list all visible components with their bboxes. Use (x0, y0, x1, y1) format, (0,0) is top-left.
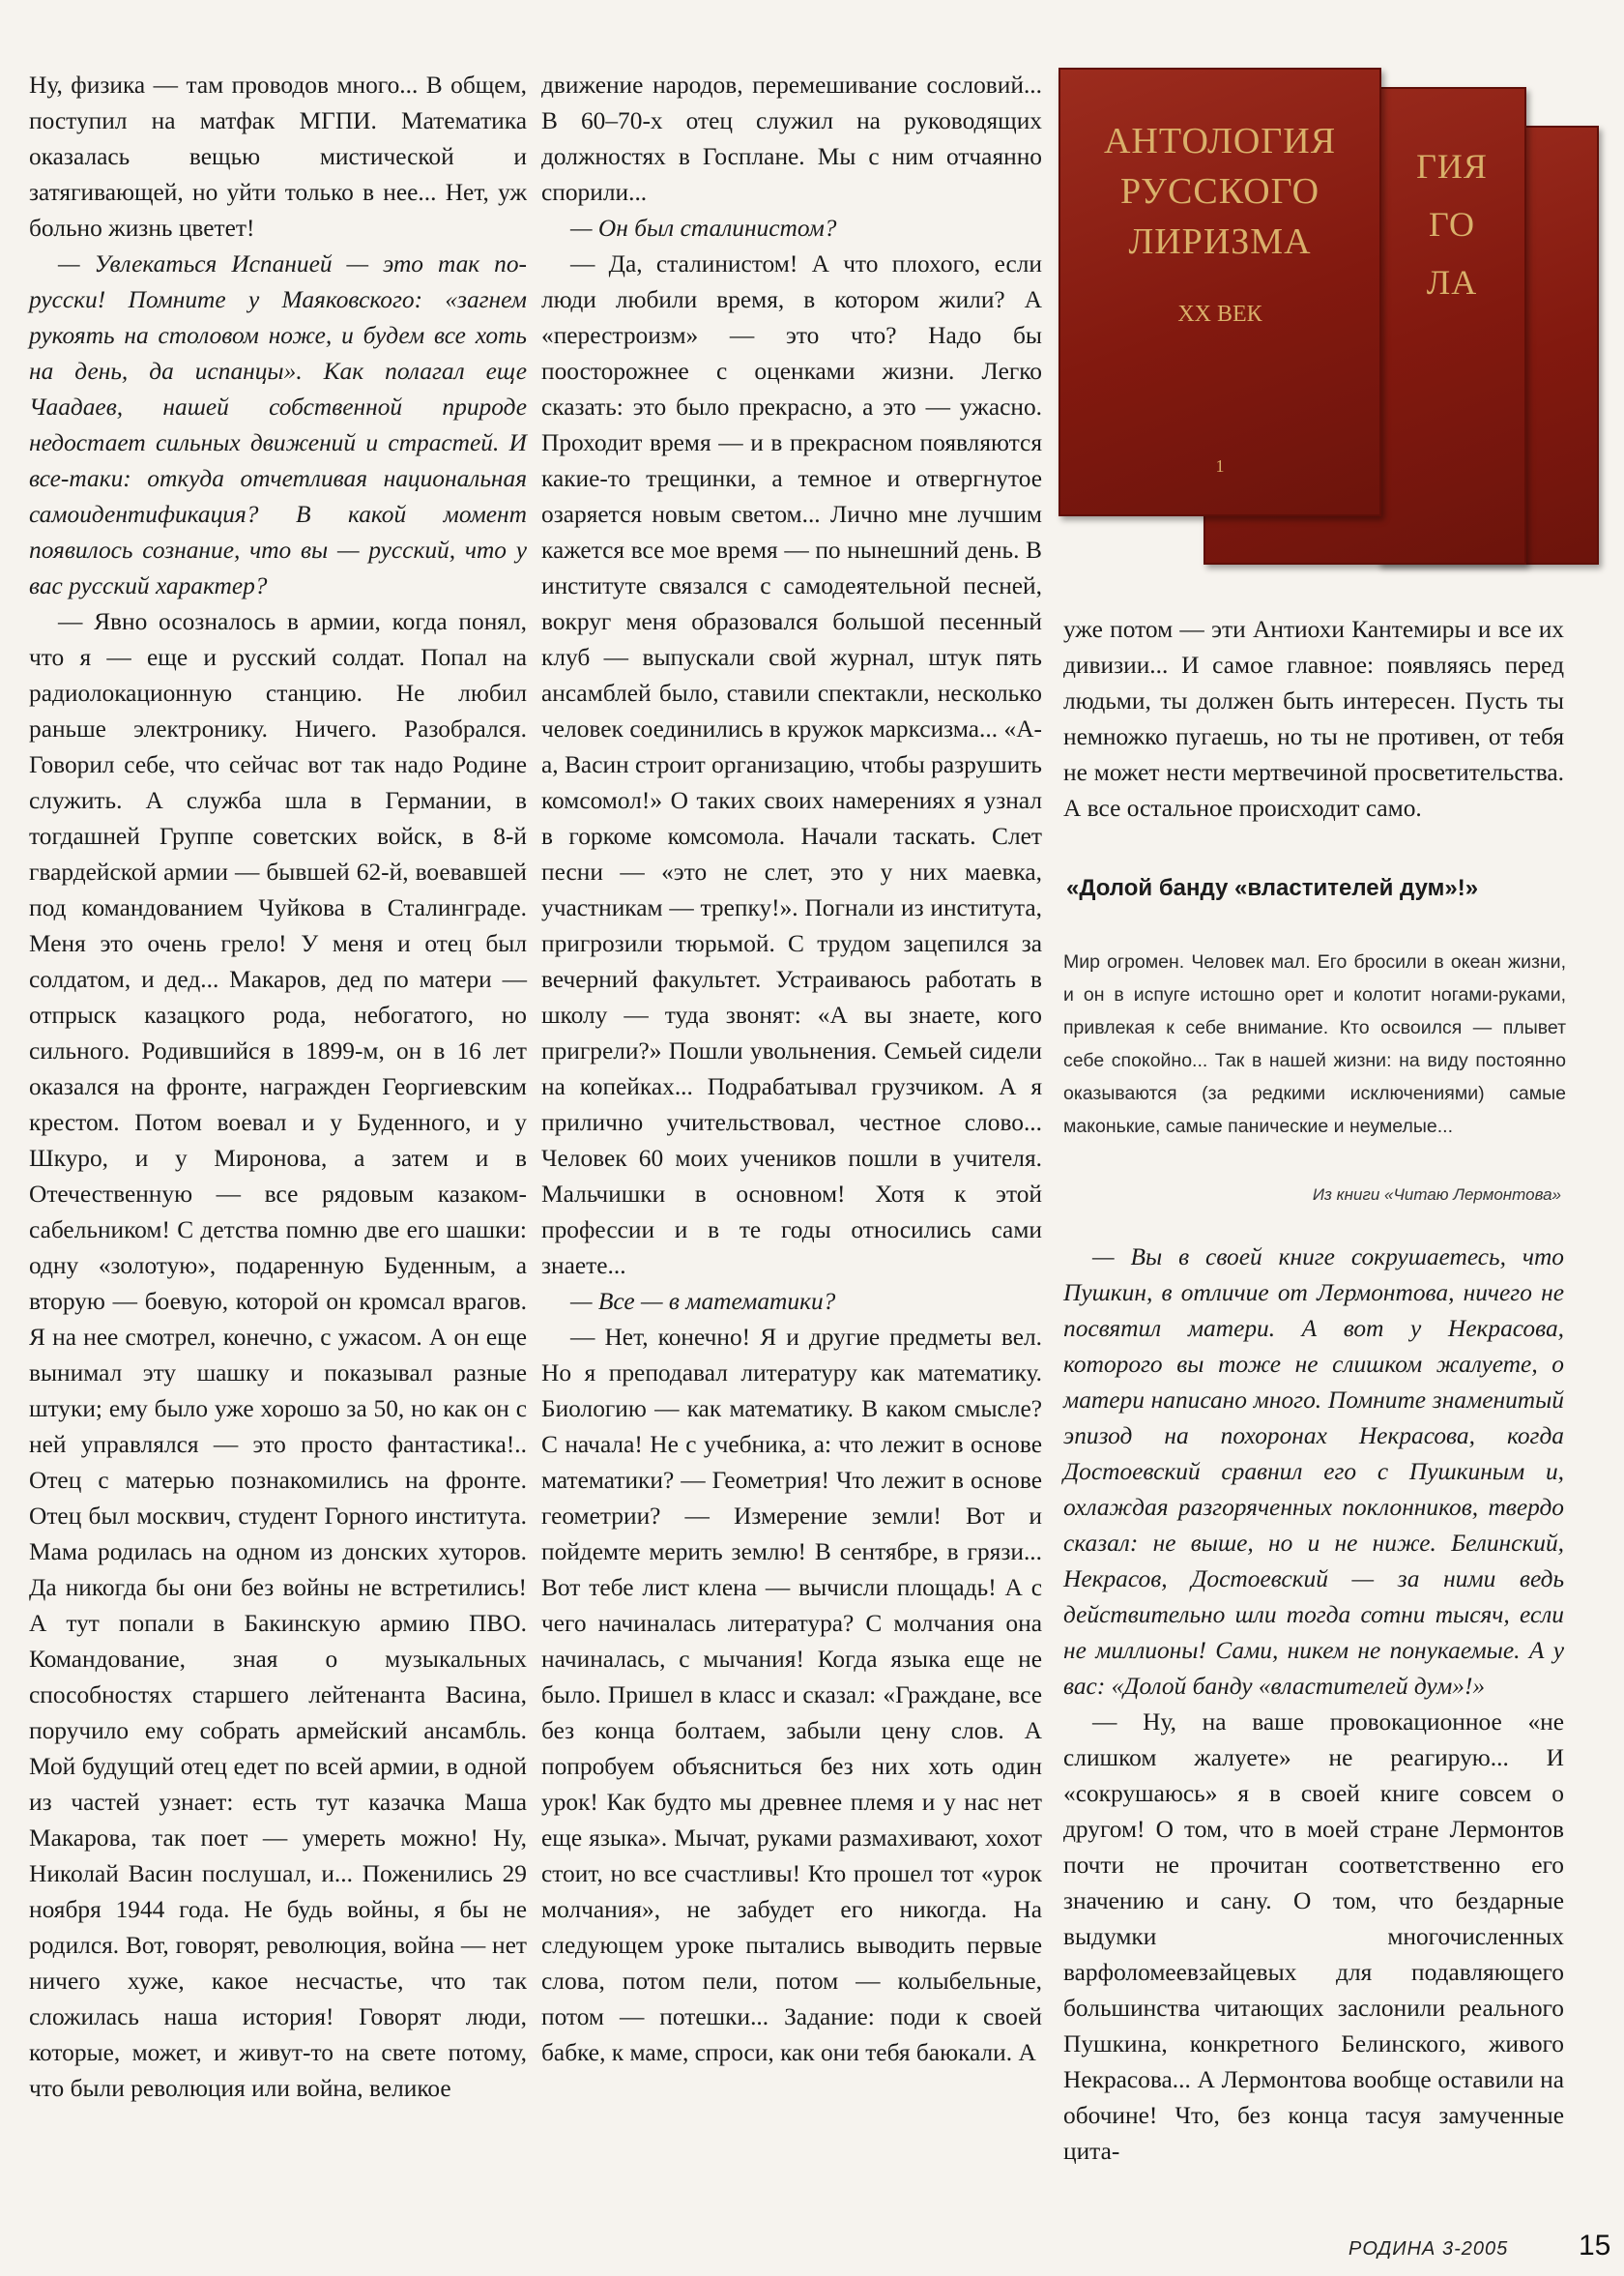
article-column-2 (541, 68, 1042, 2071)
sidebar-quote-text: Мир огромен. Человек мал. Его бросили в океан жизни, и он в испуге истошно орет и колотит ногами-руками, привлекая к себе внимание. Кто освоился — плывет себе спокойно... Так в нашей жизни: на виду постоянно оказываются (за редкими исключениями) самые маконькие, самые панические и неумелые... (1063, 951, 1566, 1137)
page-number: 15 (1579, 2230, 1611, 2261)
sidebar-source: Из книги «Читаю Лермонтова» (1312, 1185, 1561, 1204)
book-cover-volume: 1 (1215, 456, 1225, 476)
book-covers-image (1058, 68, 1600, 590)
paragraph: — Ну, на ваше провокационное «не слишком жалуете» не реагирую... И «сокрушаюсь» я в своей книге совсем о другом! О том, что в моей стране Лермонтов почти не прочитан соответственно его значению и сану. О том, что бездарные выдумки многочисленных варфоломеевзайцевых для подавляющего большинства читающих заслонили реального Пушкина, конкретного Белинского, живого Некрасова... А Лермонтова вообще оставили на обочине! Что, без конца тасуя замученные цита- (1063, 1708, 1564, 2165)
paragraph: — Явно осозналось в армии, когда понял, что я — еще и русский солдат. Попал на радиолокационную станцию. Не любил раньше электронику. Ничего. Разобрался. Говорил себе, что сейчас вот так надо Родине служить. А служба шла в Германии, в тогдашней Группе советских войск, в 8-й гвардейской армии — бывшей 62-й, воевавшей под командованием Чуйкова в Сталинграде. Меня это очень грело! У меня и отец был солдатом, и дед... Макаров, дед по матери — отпрыск казацкого рода, небогатого, но сильного. Родившийся в 1899-м, он в 16 лет оказался на фронте, награжден Георгиевским крестом. Потом воевал и у Буденного, и у Шкуро, и у Миронова, а затем и в Отечественную — все рядовым казаком-сабельником! С детства помню две его шашки: одну «золотую», подаренную Буденным, а вторую — боевую, которой он кромсал врагов. Я на нее смотрел, конечно, с ужасом. А он еще вынимал эту шашку и показывал разные штуки; ему было уже хорошо за 50, но как он с ней управлялся — это просто фантастика!.. Отец с матерью познакомились на фронте. Отец был москвич, студент Горного института. Мама родилась на одном из донских хуторов. Да никогда бы они без войны не встретились! А тут попали в Бакинскую армию ПВО. Командование, зная о музыкальных способностях старшего лейтенанта Васина, поручило ему собрать армейский ансамбль. Мой будущий отец едет по всей армии, в одной из частей узнает: есть тут казачка Маша Макарова, так поет — умереть можно! Ну, Николай Васин послушал, и... Поженились 29 ноября 1944 года. Не будь войны, я бы не родился. Вот, говорят, революция, война — нет ничего хуже, какое несчастье, что так сложилась наша история! Говорят люди, которые, может, и живут-то на свете потому, что были революция или война, великое (29, 608, 527, 2102)
question-paragraph: — Все — в математики? (570, 1288, 836, 1315)
question-paragraph: — Увлекаться Испанией — это так по-русски! Помните у Маяковского: «загнем рукоять на столовом ноже, и будем все хоть на день, да испанцы». Как полагал еще Чаадаев, нашей собственной природе недостает сильных движений и страстей. И все-таки: откуда отчетливая национальная самоидентификация? В какой момент появилось сознание, что вы — русский, что у вас русский характер? (29, 250, 527, 599)
book-cover-front (1058, 68, 1381, 516)
paragraph: уже потом — эти Антиохи Кантемиры и все их дивизии... И самое главное: появляясь перед людьми, ты должен быть интересен. Пусть ты немножко пугаешь, но ты не противен, от тебя не может нести мертвечиной просветительства. А все остальное происходит само. (1063, 616, 1564, 822)
question-paragraph: — Он был сталинистом? (570, 215, 837, 242)
paragraph: — Нет, конечно! Я и другие предметы вел. Но я преподавал литературу как математику. Биологию — как математику. В каком смысле? С начала! Не с учебника, а: что лежит в основе математики? — Геометрия! Что лежит в основе геометрии? — Измерение земли! Вот и пойдемте мерить землю! В сентябре, в грязи... Вот тебе лист клена — вычисли площадь! А с чего начиналась литература? С молчания она начиналась, с мычания! Когда языка еще не было. Пришел в класс и сказал: «Граждане, все без конца болтаем, забыли цену слов. А попробуем объясниться без них хоть один урок! Как будто мы древнее племя и у нас нет еще языка». Мычат, руками размахивают, хохот стоит, но все счастливы! Кто прошел тот «урок молчания», не забудет его никогда. На следующем уроке пытались выводить первые слова, потом пели, потом — колыбельные, потом — потешки... Задание: поди к своей бабке, к маме, спроси, как они тебя баюкали. А (541, 1324, 1042, 2066)
book-cover-century: XX ВЕК (1177, 302, 1262, 327)
paragraph: движение народов, перемешивание сословий... В 60–70-х отец служил на руководящих должностях в Госплане. Мы с ним отчаянно спорили... (541, 72, 1042, 206)
book-cover-back-1-title: ГИЯ ГО ЛА (1416, 147, 1488, 302)
paragraph: — Да, сталинистом! А что плохого, если люди любили время, в котором жили? А «перестроизм» — это что? Надо бы поосторожнее с оценками жизни. Легко сказать: это было прекрасно, а это — ужасно. Проходит время — и в прекрасном появляются какие-то трещинки, а темное и отвергнутое озаряется новым светом... Лично мне лучшим кажется все мое время — по нынешний день. В институте связался с самодеятельной песней, вокруг меня образовался большой песенный клуб — выпускали свой журнал, штук пять ансамблей было, ставили спектакли, несколько человек соединились в кружок марксизма... «А-а, Васин строит организацию, чтобы разрушить комсомол!» О таких своих намерениях я узнал в горкоме комсомола. Начали таскать. Слет песни — «это не слет, это у них маевка, участникам — трепку!». Погнали из института, пригрозили тюрьмой. С трудом зацепился за вечерний факультет. Устраиваюсь работать в школу — туда звонят: «А вы знаете, кого пригрели?» Пошли увольнения. Семьей сидели на копейках... Подрабатывал грузчиком. А я прилично учительствовал, честное слово... Человек 60 моих учеников пошли в учителя. Мальчишки в основном! Хотя к этой профессии и в те годы относились сами знаете... (541, 250, 1042, 1279)
magazine-issue-label: РОДИНА 3-2005 (1348, 2238, 1509, 2260)
article-column-3-top (1063, 612, 1564, 827)
book-cover-title: АНТОЛОГИЯ РУССКОГО ЛИРИЗМА (1103, 121, 1337, 262)
sidebar-heading: «Долой банду «властителей дум»!» (1066, 875, 1479, 901)
paragraph: Ну, физика — там проводов много... В общем, поступил на матфак МГПИ. Математика оказалась вещью мистической и затягивающей, но уйти только в нее... Нет, уж больно жизнь цветет! (29, 72, 527, 242)
article-column-1 (29, 68, 527, 2107)
article-column-3-bottom (1063, 1240, 1564, 2170)
question-paragraph: — Вы в своей книге сокрушаетесь, что Пушкин, в отличие от Лермонтова, ничего не посвятил матери. А вот у Некрасова, которого вы тоже не слишком жалуете, о матери написано много. Помните знаменитый эпизод на похоронах Некрасова, когда Достоевский сравнил его с Пушкиным и, охлаждая разгоряченных поклонников, твердо сказал: не выше, но и не ниже. Белинский, Некрасов, Достоевский — за ними ведь действительно шли тогда сотни тысяч, если не миллионы! Сами, никем не понукаемые. А у вас: «Долой банду «властителей дум»!» (1063, 1243, 1564, 1700)
